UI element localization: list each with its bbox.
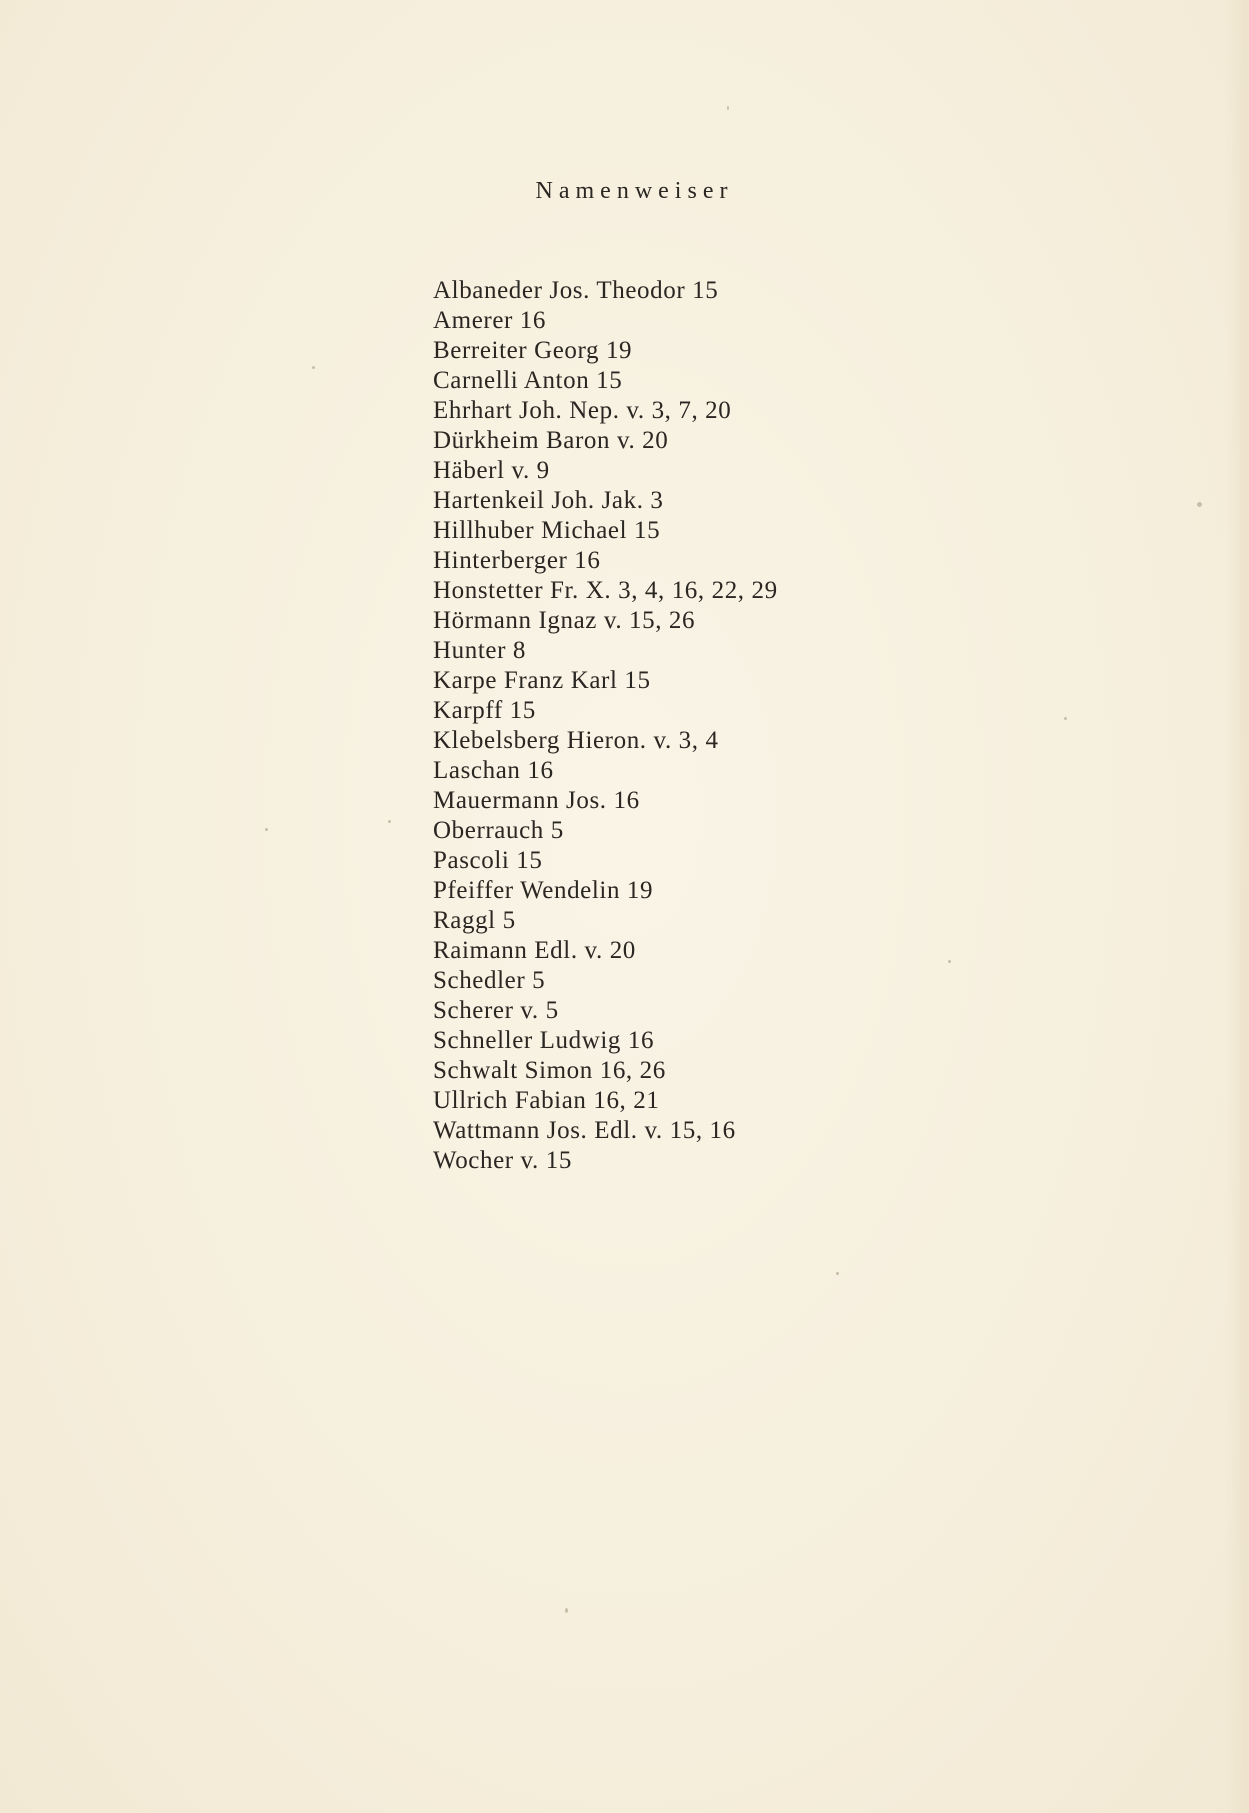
index-entry: Hartenkeil Joh. Jak. 3 xyxy=(433,487,664,514)
paper-speck xyxy=(948,960,951,963)
index-entry: Pfeiffer Wendelin 19 xyxy=(433,877,654,904)
index-entry: Schedler 5 xyxy=(433,967,546,994)
index-entry: Ullrich Fabian 16, 21 xyxy=(433,1087,660,1114)
index-entry: Dürkheim Baron v. 20 xyxy=(433,427,669,454)
index-entry: Klebelsberg Hieron. v. 3, 4 xyxy=(433,727,719,754)
paper-speck xyxy=(727,106,729,110)
paper-speck xyxy=(312,366,315,369)
paper-speck xyxy=(388,820,391,823)
paper-speck xyxy=(1197,502,1202,507)
index-entry: Karpff 15 xyxy=(433,697,536,724)
index-entry: Karpe Franz Karl 15 xyxy=(433,667,651,694)
index-entry: Ehrhart Joh. Nep. v. 3, 7, 20 xyxy=(433,397,732,424)
index-entry: Raimann Edl. v. 20 xyxy=(433,937,636,964)
index-entry: Wocher v. 15 xyxy=(433,1147,572,1174)
index-entry: Mauermann Jos. 16 xyxy=(433,787,640,814)
index-entry: Oberrauch 5 xyxy=(433,817,564,844)
index-entry: Wattmann Jos. Edl. v. 15, 16 xyxy=(433,1117,736,1144)
index-entry: Schneller Ludwig 16 xyxy=(433,1027,655,1054)
index-entry: Häberl v. 9 xyxy=(433,457,550,484)
name-index-list xyxy=(433,276,778,1176)
index-entry: Carnelli Anton 15 xyxy=(433,367,623,394)
index-entry: Scherer v. 5 xyxy=(433,997,559,1024)
index-entry: Hörmann Ignaz v. 15, 26 xyxy=(433,607,696,634)
index-entry: Schwalt Simon 16, 26 xyxy=(433,1057,666,1084)
index-entry: Berreiter Georg 19 xyxy=(433,337,633,364)
index-entry: Pascoli 15 xyxy=(433,847,543,874)
index-entry: Albaneder Jos. Theodor 15 xyxy=(433,277,719,304)
index-entry: Hillhuber Michael 15 xyxy=(433,517,661,544)
page-title: Namenweiser xyxy=(535,178,734,204)
index-entry: Hunter 8 xyxy=(433,637,526,664)
paper-speck xyxy=(265,828,268,831)
page-edge-shadow xyxy=(1225,0,1249,1813)
paper-speck xyxy=(836,1272,839,1275)
index-entry: Amerer 16 xyxy=(433,307,546,334)
index-entry: Hinterberger 16 xyxy=(433,547,601,574)
index-entry: Honstetter Fr. X. 3, 4, 16, 22, 29 xyxy=(433,577,778,604)
index-entry: Laschan 16 xyxy=(433,757,554,784)
index-entry: Raggl 5 xyxy=(433,907,516,934)
paper-speck xyxy=(1064,717,1067,720)
paper-speck xyxy=(565,1608,568,1613)
